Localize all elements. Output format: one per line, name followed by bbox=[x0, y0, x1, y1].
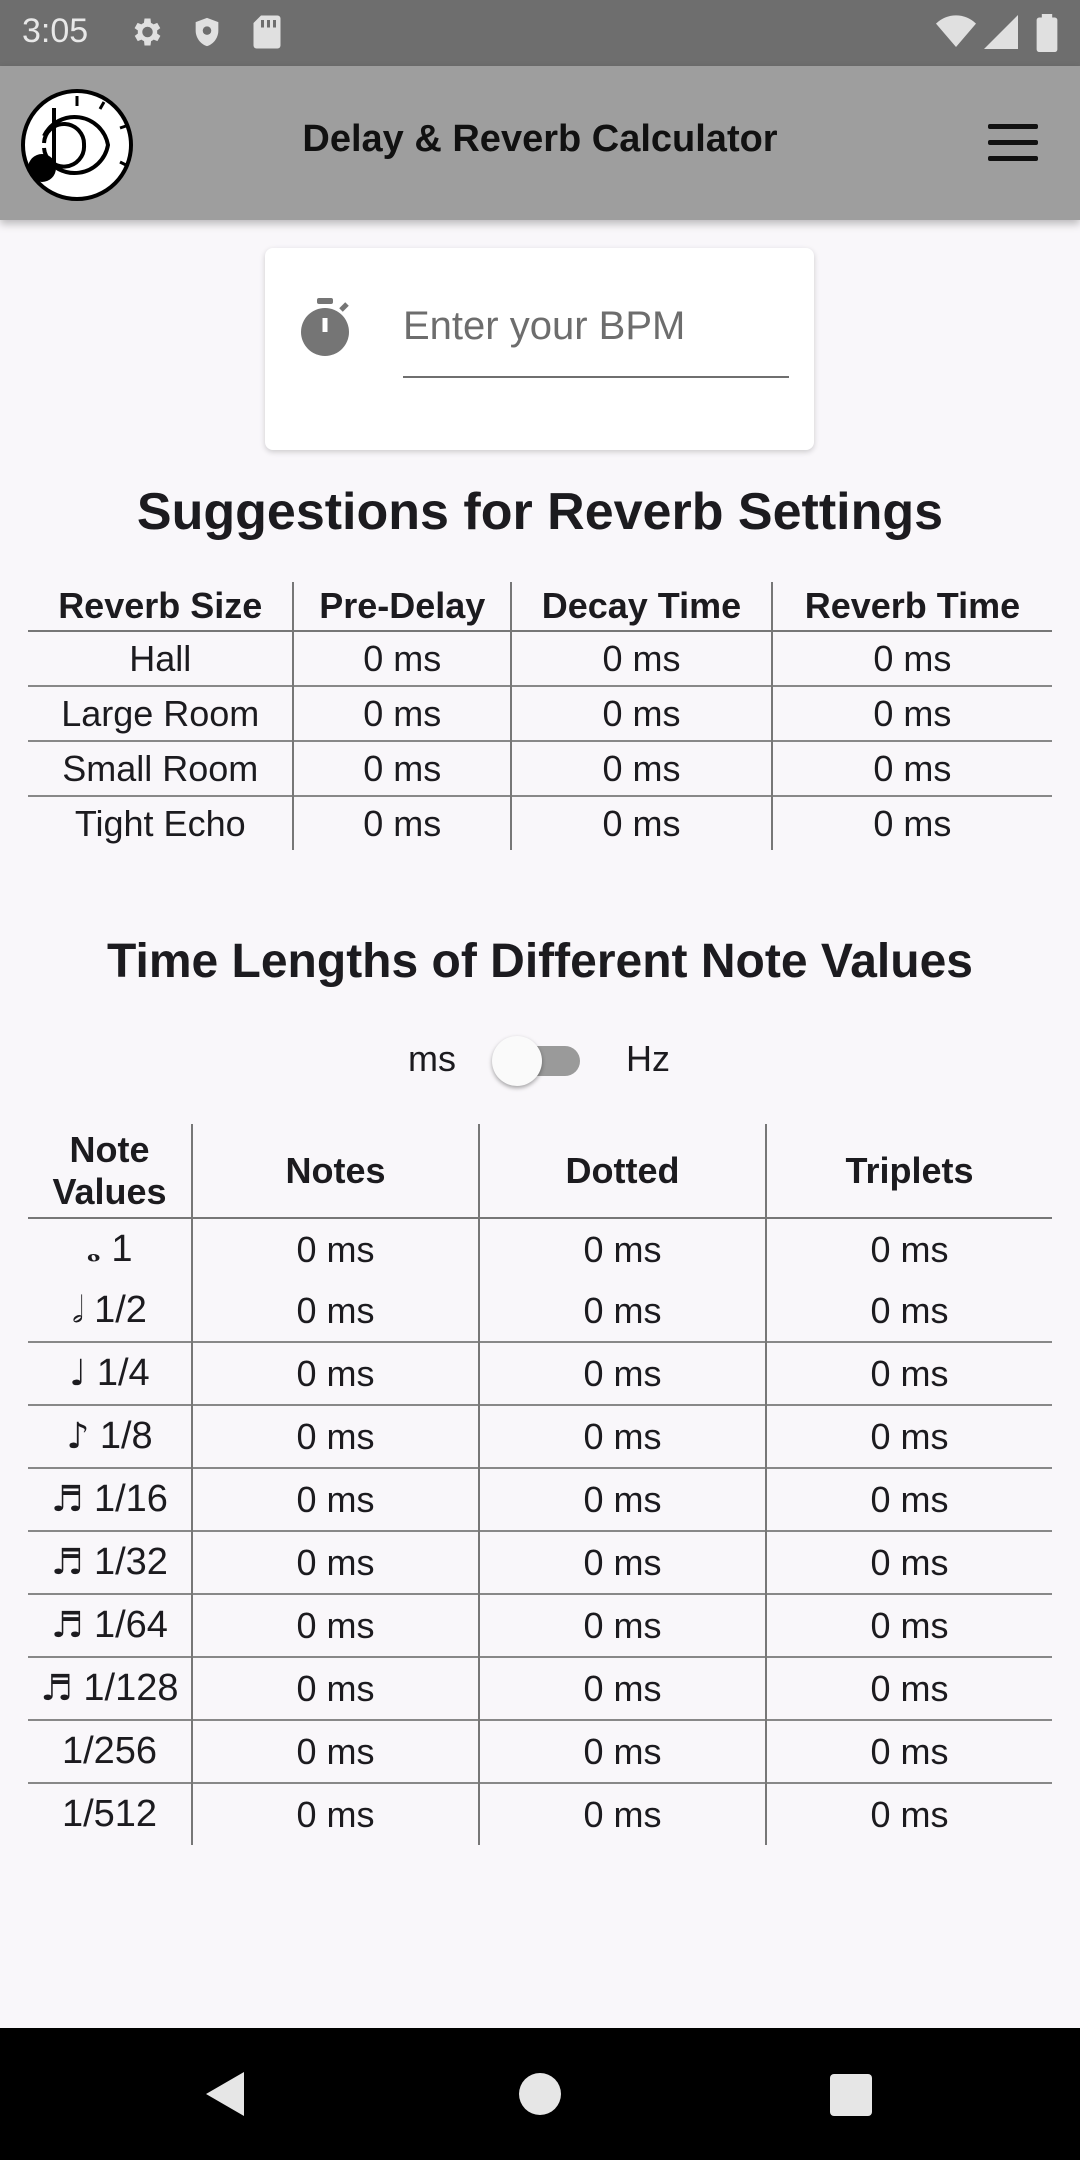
column-header: Decay Time bbox=[511, 582, 772, 631]
table-cell: 0 ms bbox=[766, 1720, 1052, 1783]
home-icon[interactable] bbox=[518, 2072, 562, 2116]
column-header: Reverb Size bbox=[28, 582, 293, 631]
table-cell: Hall bbox=[129, 637, 192, 679]
table-cell: 0 ms bbox=[479, 1342, 766, 1405]
table-cell: 0 ms bbox=[192, 1468, 479, 1531]
wifi-icon bbox=[936, 14, 976, 50]
stopwatch-icon bbox=[299, 298, 351, 358]
table-cell: 0 ms bbox=[511, 686, 772, 741]
hamburger-menu-icon[interactable] bbox=[984, 124, 1044, 174]
note-glyph-icon: 𝅝 bbox=[86, 1229, 101, 1270]
note-glyph-icon: ♬ bbox=[51, 1605, 84, 1646]
table-cell: 0 ms bbox=[511, 796, 772, 850]
note-value-cell bbox=[28, 1783, 192, 1845]
table-cell: 0 ms bbox=[293, 741, 511, 796]
note-value-label: 1/512 bbox=[61, 1793, 158, 1835]
note-value-label: 1/64 bbox=[93, 1604, 168, 1646]
bpm-input-card bbox=[265, 248, 814, 450]
note-value-label: 1/8 bbox=[99, 1415, 153, 1457]
table-cell: 0 ms bbox=[479, 1405, 766, 1468]
table-cell: 0 ms bbox=[479, 1594, 766, 1657]
note-value-label: 1/2 bbox=[94, 1289, 147, 1331]
table-cell: 0 ms bbox=[479, 1280, 766, 1342]
table-cell: 0 ms bbox=[479, 1783, 766, 1845]
note-glyph-icon: ♬ bbox=[40, 1668, 73, 1709]
table-cell: 0 ms bbox=[766, 1783, 1052, 1845]
table-cell: 0 ms bbox=[766, 1657, 1052, 1720]
ms-hz-toggle[interactable] bbox=[492, 1040, 588, 1082]
table-row bbox=[28, 1720, 1052, 1783]
table-row bbox=[28, 631, 1052, 686]
note-value-label: 1/16 bbox=[93, 1478, 168, 1520]
table-cell: 0 ms bbox=[772, 631, 1052, 686]
table-header-row bbox=[28, 1124, 1052, 1218]
table-row bbox=[28, 796, 1052, 850]
table-cell: 0 ms bbox=[766, 1531, 1052, 1594]
note-value-cell bbox=[28, 1280, 192, 1342]
table-row bbox=[28, 1280, 1052, 1342]
note-glyph-icon: 𝅗𝅥 bbox=[72, 1290, 84, 1331]
note-value-label: 1 bbox=[111, 1228, 133, 1270]
reverb-table bbox=[28, 582, 1052, 850]
note-value-cell bbox=[28, 1594, 192, 1657]
table-cell: 0 ms bbox=[766, 1468, 1052, 1531]
table-cell: Small Room bbox=[28, 741, 293, 796]
table-row bbox=[28, 1468, 1052, 1531]
table-cell: 0 ms bbox=[192, 1594, 479, 1657]
note-value-label: 1/32 bbox=[93, 1541, 168, 1583]
table-row bbox=[28, 1405, 1052, 1468]
table-row bbox=[28, 1657, 1052, 1720]
table-cell: 0 ms bbox=[192, 1531, 479, 1594]
table-cell: 0 ms bbox=[766, 1594, 1052, 1657]
column-header: Dotted bbox=[479, 1124, 766, 1218]
table-cell: 0 ms bbox=[479, 1531, 766, 1594]
note-section-title: Time Lengths of Different Note Values bbox=[107, 935, 973, 988]
column-header: Note Values bbox=[28, 1124, 192, 1218]
table-cell: 0 ms bbox=[479, 1468, 766, 1531]
table-cell: 0 ms bbox=[192, 1657, 479, 1720]
note-value-cell bbox=[28, 1531, 192, 1594]
table-cell: 0 ms bbox=[766, 1342, 1052, 1405]
unit-toggle-row bbox=[0, 1034, 1080, 1086]
table-row bbox=[28, 741, 1052, 796]
reverb-section-title: Suggestions for Reverb Settings bbox=[136, 483, 944, 541]
note-value-label: 1/4 bbox=[96, 1352, 150, 1394]
table-cell: 0 ms bbox=[479, 1218, 766, 1280]
table-row bbox=[28, 1218, 1052, 1280]
app-title: Delay & Reverb Calculator bbox=[302, 118, 778, 160]
note-value-label: 1/128 bbox=[83, 1667, 179, 1709]
table-cell: 0 ms bbox=[192, 1720, 479, 1783]
note-value-cell bbox=[28, 1720, 192, 1783]
table-cell: 0 ms bbox=[772, 796, 1052, 850]
battery-icon bbox=[1036, 14, 1058, 52]
table-cell: 0 ms bbox=[511, 741, 772, 796]
table-cell: 0 ms bbox=[766, 1218, 1052, 1280]
table-header-row bbox=[28, 582, 1052, 631]
bpm-input[interactable] bbox=[403, 294, 789, 378]
table-cell: Large Room bbox=[28, 686, 293, 741]
system-nav-bar bbox=[0, 2028, 1080, 2160]
table-cell: 0 ms bbox=[766, 1280, 1052, 1342]
table-cell: 0 ms bbox=[766, 1405, 1052, 1468]
settings-icon bbox=[128, 14, 164, 50]
toggle-label-ms: ms bbox=[408, 1038, 456, 1079]
cell-signal-icon bbox=[984, 14, 1018, 50]
table-cell: 0 ms bbox=[293, 796, 511, 850]
table-cell: 0 ms bbox=[192, 1405, 479, 1468]
table-row bbox=[28, 1594, 1052, 1657]
note-glyph-icon: ♬ bbox=[51, 1479, 84, 1520]
note-glyph-icon: ♬ bbox=[51, 1542, 84, 1583]
column-header: Pre-Delay bbox=[293, 582, 511, 631]
table-row bbox=[28, 1342, 1052, 1405]
column-header: Notes bbox=[192, 1124, 479, 1218]
toggle-label-hz: Hz bbox=[626, 1038, 670, 1079]
table-cell: Tight Echo bbox=[28, 796, 293, 850]
table-cell: 0 ms bbox=[511, 631, 772, 686]
note-value-cell bbox=[28, 1468, 192, 1531]
note-value-cell bbox=[28, 1218, 192, 1280]
table-cell: 0 ms bbox=[772, 741, 1052, 796]
column-header: Reverb Time bbox=[772, 582, 1052, 631]
status-time: 3:05 bbox=[22, 12, 89, 50]
note-values-table bbox=[28, 1124, 1052, 1845]
table-cell: 0 ms bbox=[192, 1783, 479, 1845]
table-row bbox=[28, 1783, 1052, 1845]
column-header: Triplets bbox=[766, 1124, 1052, 1218]
note-value-label: 1/256 bbox=[61, 1730, 158, 1772]
note-glyph-icon: ♪ bbox=[66, 1416, 90, 1457]
table-row bbox=[28, 1531, 1052, 1594]
note-value-cell bbox=[28, 1405, 192, 1468]
table-cell: 0 ms bbox=[293, 631, 511, 686]
table-cell: 0 ms bbox=[293, 686, 511, 741]
sd-card-icon bbox=[252, 14, 282, 50]
back-icon[interactable] bbox=[204, 2070, 246, 2118]
status-bar bbox=[0, 0, 1080, 66]
table-cell: 0 ms bbox=[479, 1720, 766, 1783]
app-bar bbox=[0, 66, 1080, 220]
table-cell: 0 ms bbox=[772, 686, 1052, 741]
note-value-cell bbox=[28, 1342, 192, 1405]
note-value-cell bbox=[28, 1657, 192, 1720]
table-cell: 0 ms bbox=[192, 1218, 479, 1280]
note-glyph-icon: ♩ bbox=[69, 1353, 87, 1394]
recents-icon[interactable] bbox=[830, 2074, 872, 2116]
table-cell: 0 ms bbox=[479, 1657, 766, 1720]
table-cell: 0 ms bbox=[192, 1342, 479, 1405]
table-cell: 0 ms bbox=[192, 1280, 479, 1342]
shield-icon bbox=[190, 14, 224, 50]
table-row bbox=[28, 686, 1052, 741]
